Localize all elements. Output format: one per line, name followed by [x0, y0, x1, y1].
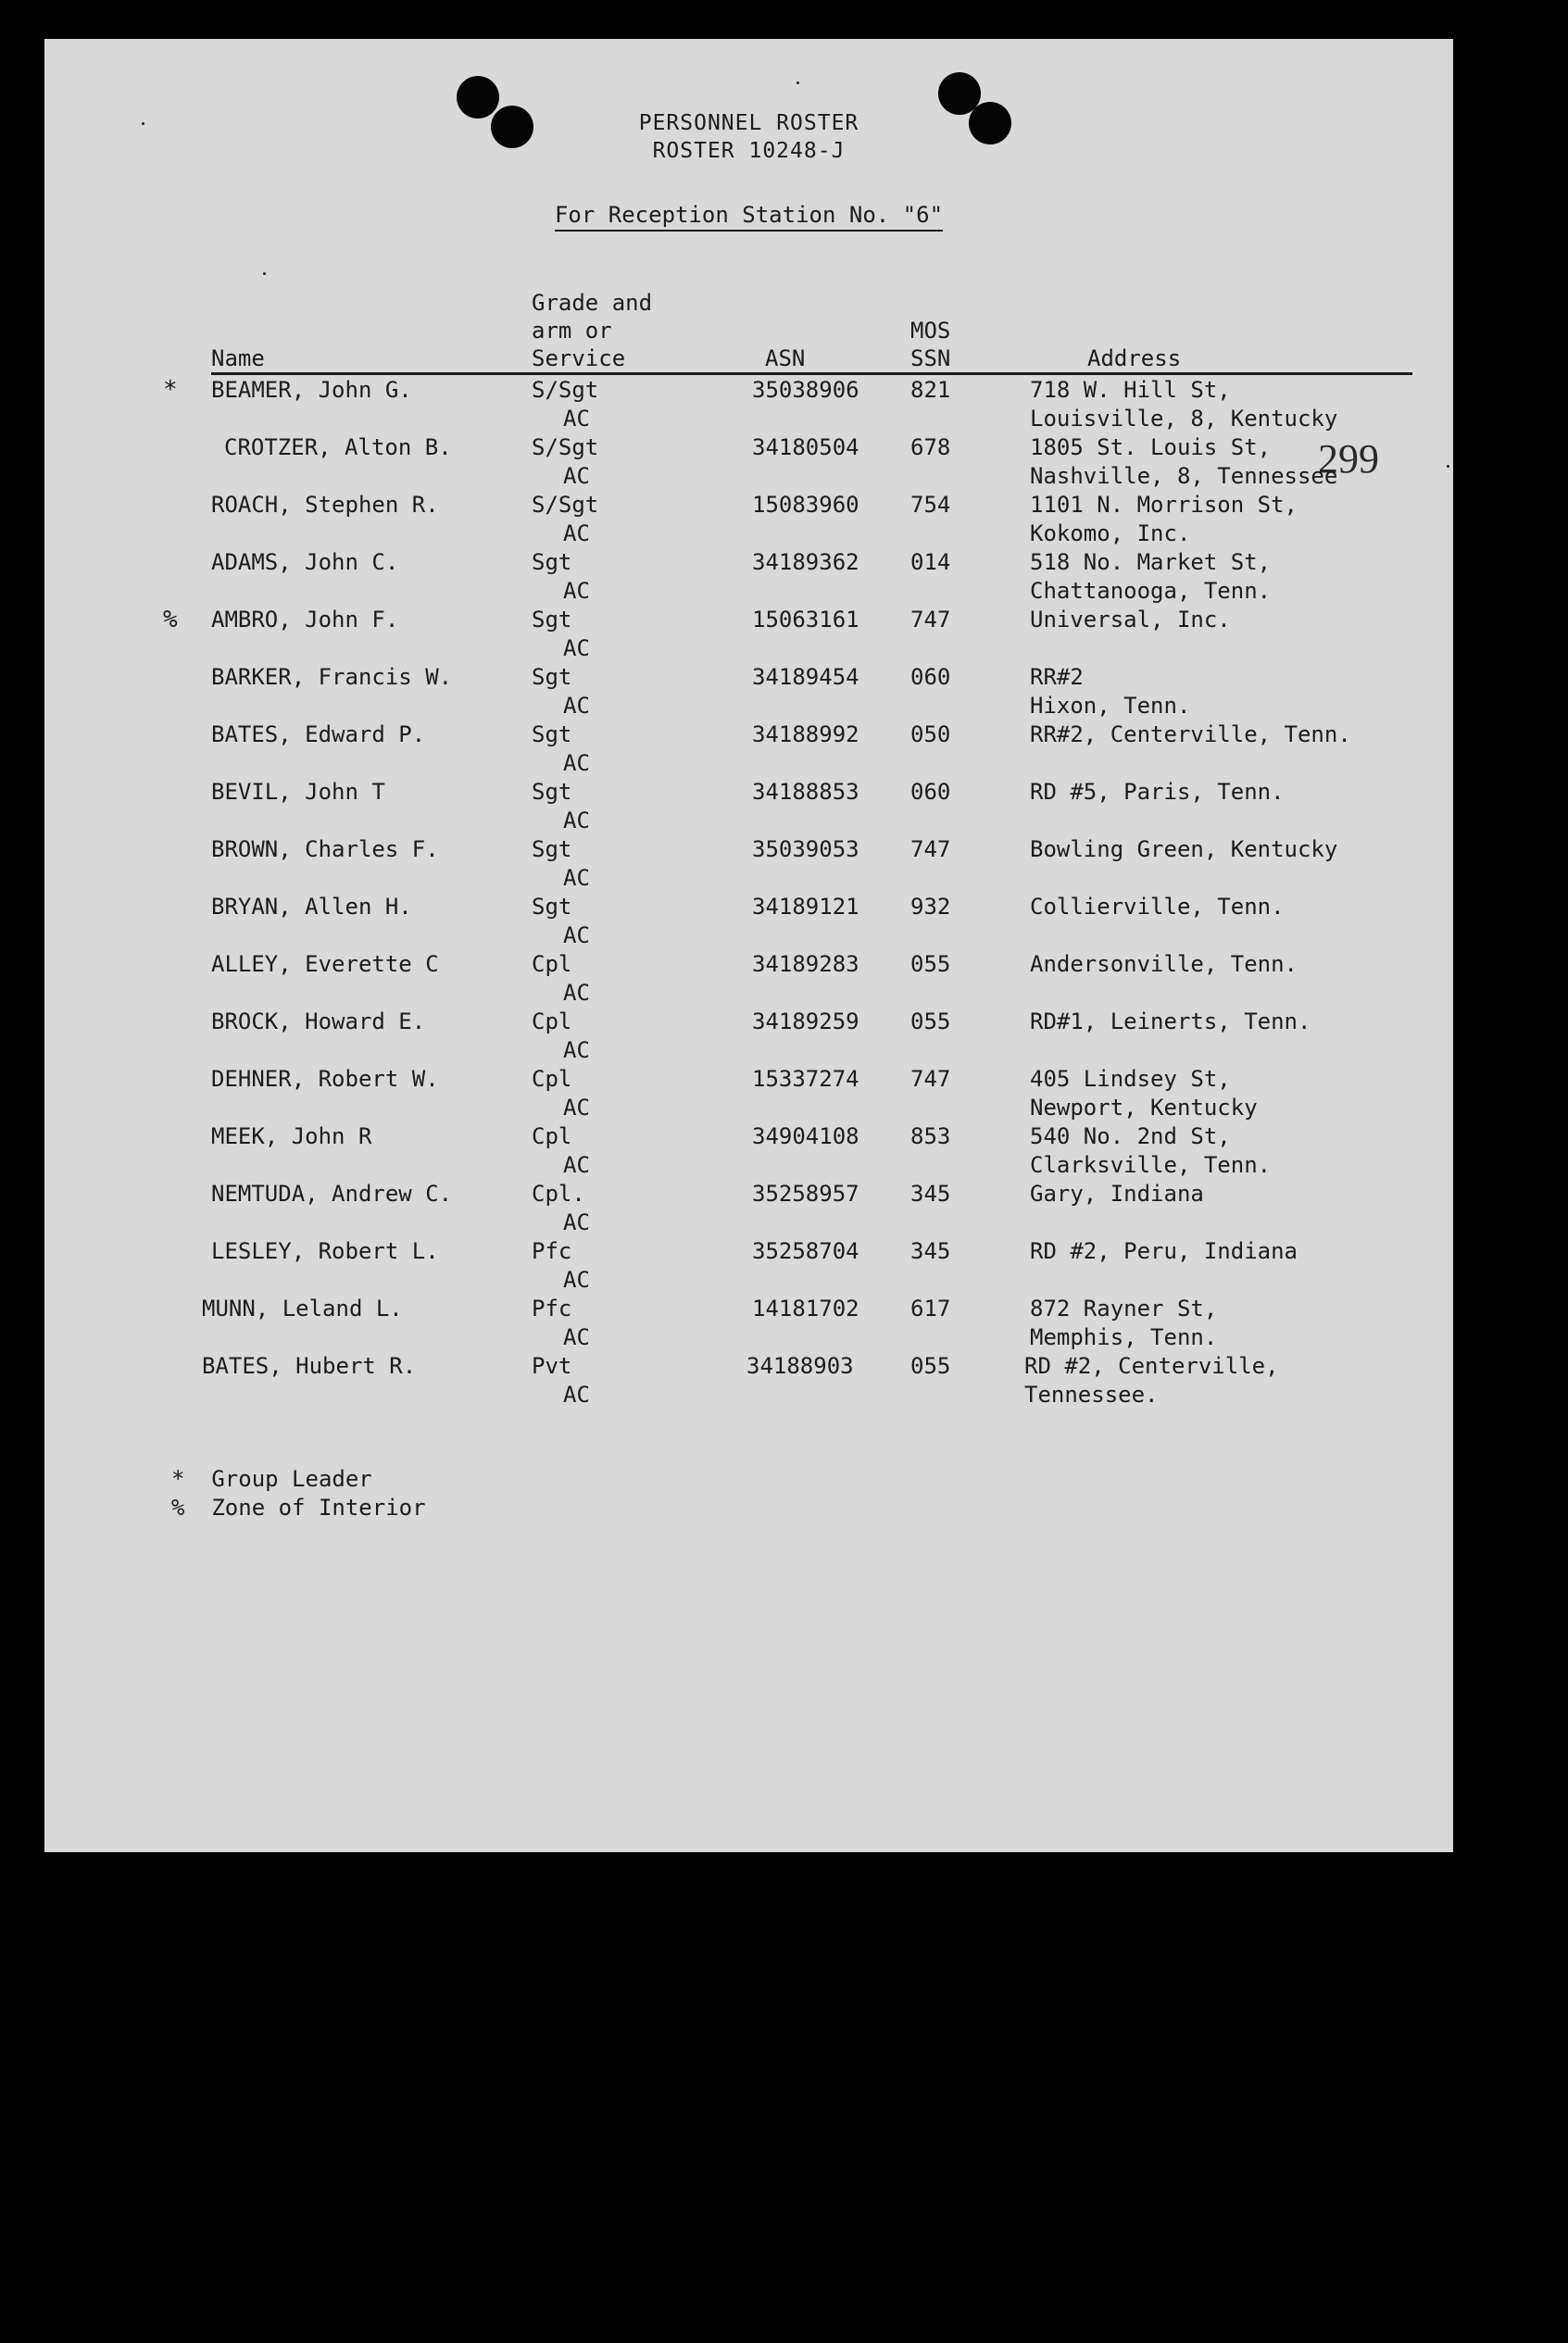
table-row	[44, 1295, 1453, 1352]
cell-arm: AC	[563, 463, 590, 489]
table-row	[44, 778, 1453, 835]
cell-asn: 34189121	[752, 894, 859, 920]
cell-mos: 345	[910, 1181, 951, 1207]
table-row	[44, 1065, 1453, 1122]
table-row	[44, 835, 1453, 893]
cell-name: ADAMS, John C.	[211, 549, 399, 575]
cell-arm: AC	[563, 1382, 590, 1408]
cell-name: LESLEY, Robert L.	[211, 1238, 439, 1264]
cell-address-line1: RR#2, Centerville, Tenn.	[1030, 721, 1351, 747]
col-header-mos-line2: SSN	[910, 345, 951, 371]
cell-mos: 747	[910, 836, 951, 862]
col-header-address: Address	[1087, 345, 1182, 371]
table-row	[44, 663, 1453, 720]
cell-grade: S/Sgt	[532, 377, 599, 403]
cell-grade: Cpl	[532, 1009, 572, 1034]
cell-asn: 34189259	[752, 1009, 859, 1034]
col-header-mos-line1: MOS	[910, 318, 951, 344]
cell-address-line2: Chattanooga, Tenn.	[1030, 578, 1272, 604]
table-row	[44, 720, 1453, 778]
cell-address-line1: RD#1, Leinerts, Tenn.	[1030, 1009, 1311, 1034]
cell-name: NEMTUDA, Andrew C.	[211, 1181, 453, 1207]
cell-name: MEEK, John R	[211, 1123, 372, 1149]
cell-address-line1: RD #5, Paris, Tenn.	[1030, 779, 1285, 805]
cell-name: AMBRO, John F.	[211, 607, 399, 633]
cell-asn: 35038906	[752, 377, 859, 403]
row-marker: %	[163, 606, 178, 633]
cell-grade: Cpl	[532, 1123, 572, 1149]
table-row	[44, 950, 1453, 1008]
cell-mos: 932	[910, 894, 951, 920]
cell-mos: 747	[910, 607, 951, 633]
cell-asn: 34189454	[752, 664, 859, 690]
cell-arm: AC	[563, 750, 590, 776]
cell-address-line1: 405 Lindsey St,	[1030, 1066, 1231, 1092]
cell-arm: AC	[563, 693, 590, 719]
cell-name: BEAMER, John G.	[211, 377, 412, 403]
cell-name: ROACH, Stephen R.	[211, 492, 439, 518]
legend	[171, 1465, 426, 1522]
header-rule	[211, 372, 1412, 375]
legend-text: Zone of Interior	[211, 1495, 426, 1521]
cell-address-line2: Kokomo, Inc.	[1030, 520, 1191, 546]
cell-asn: 14181702	[752, 1296, 859, 1322]
cell-mos: 617	[910, 1296, 951, 1322]
cell-name: BATES, Hubert R.	[202, 1353, 417, 1379]
cell-arm: AC	[563, 520, 590, 546]
cell-asn: 15337274	[752, 1066, 859, 1092]
cell-address-line2: Tennessee.	[1024, 1382, 1159, 1408]
table-row	[44, 1237, 1453, 1295]
cell-name: BROCK, Howard E.	[211, 1009, 426, 1034]
col-header-mos	[910, 317, 950, 372]
cell-address-line2: Newport, Kentucky	[1030, 1095, 1258, 1121]
cell-grade: Sgt	[532, 836, 572, 862]
cell-grade: Sgt	[532, 664, 572, 690]
cell-grade: Sgt	[532, 779, 572, 805]
station-heading	[44, 202, 1453, 228]
cell-mos: 754	[910, 492, 951, 518]
roster-number: ROSTER 10248-J	[652, 139, 846, 163]
cell-grade: S/Sgt	[532, 434, 599, 460]
cell-grade: Sgt	[532, 721, 572, 747]
cell-mos: 055	[910, 951, 951, 977]
row-marker: *	[163, 376, 178, 404]
cell-grade: Sgt	[532, 549, 572, 575]
page-number-stamp: 299	[1318, 436, 1379, 482]
speck-mark	[797, 81, 799, 84]
table-row	[44, 1352, 1453, 1410]
cell-name: BATES, Edward P.	[211, 721, 426, 747]
cell-arm: AC	[563, 1324, 590, 1350]
cell-mos: 747	[910, 1066, 951, 1092]
cell-mos: 055	[910, 1353, 951, 1379]
cell-address-line1: Collierville, Tenn.	[1030, 894, 1285, 920]
document-title: PERSONNEL ROSTER	[638, 111, 859, 135]
cell-asn: 34189362	[752, 549, 859, 575]
cell-mos: 678	[910, 434, 951, 460]
cell-arm: AC	[563, 922, 590, 948]
cell-address-line1: 718 W. Hill St,	[1030, 377, 1231, 403]
cell-mos: 014	[910, 549, 951, 575]
cell-asn: 35039053	[752, 836, 859, 862]
cell-arm: AC	[563, 1152, 590, 1178]
col-header-grade-line3: Service	[532, 345, 626, 371]
cell-grade: Sgt	[532, 607, 572, 633]
cell-grade: S/Sgt	[532, 492, 599, 518]
cell-grade: Pfc	[532, 1238, 572, 1264]
table-row	[44, 606, 1453, 663]
table-row	[44, 1122, 1453, 1180]
cell-name: BROWN, Charles F.	[211, 836, 439, 862]
cell-name: BRYAN, Allen H.	[211, 894, 412, 920]
cell-address-line1: 1805 St. Louis St,	[1030, 434, 1272, 460]
col-header-grade-line1: Grade and	[532, 290, 653, 316]
col-header-grade-line2: arm or	[532, 318, 612, 344]
cell-asn: 34188903	[746, 1353, 854, 1379]
cell-address-line2: Hixon, Tenn.	[1030, 693, 1191, 719]
cell-asn: 34904108	[752, 1123, 859, 1149]
cell-asn: 35258957	[752, 1181, 859, 1207]
cell-address-line1: RD #2, Centerville,	[1024, 1353, 1279, 1379]
cell-mos: 060	[910, 779, 951, 805]
cell-address-line1: 518 No. Market St,	[1030, 549, 1272, 575]
cell-address-line2: Louisville, 8, Kentucky	[1030, 406, 1338, 432]
cell-asn: 35258704	[752, 1238, 859, 1264]
cell-name: BARKER, Francis W.	[211, 664, 453, 690]
cell-grade: Pfc	[532, 1296, 572, 1322]
cell-name: BEVIL, John T	[211, 779, 385, 805]
cell-address-line1: Universal, Inc.	[1030, 607, 1231, 633]
cell-arm: AC	[563, 578, 590, 604]
cell-mos: 055	[910, 1009, 951, 1034]
col-header-grade	[532, 289, 652, 372]
cell-arm: AC	[563, 1095, 590, 1121]
speck-mark	[263, 272, 266, 275]
cell-arm: AC	[563, 635, 590, 661]
table-row	[44, 1008, 1453, 1065]
cell-name: CROTZER, Alton B.	[224, 434, 452, 460]
legend-symbol: *	[171, 1466, 185, 1492]
cell-arm: AC	[563, 1209, 590, 1235]
cell-mos: 345	[910, 1238, 951, 1264]
cell-mos: 060	[910, 664, 951, 690]
cell-address-line1: Andersonville, Tenn.	[1030, 951, 1298, 977]
cell-address-line2: Memphis, Tenn.	[1030, 1324, 1218, 1350]
cell-mos: 853	[910, 1123, 951, 1149]
cell-address-line2: Nashville, 8, Tennessee	[1030, 463, 1338, 489]
cell-mos: 821	[910, 377, 951, 403]
cell-arm: AC	[563, 1267, 590, 1293]
cell-asn: 34188853	[752, 779, 859, 805]
cell-arm: AC	[563, 1037, 590, 1063]
cell-address-line1: Gary, Indiana	[1030, 1181, 1204, 1207]
table-row	[44, 491, 1453, 548]
cell-address-line1: RR#2	[1030, 664, 1084, 690]
cell-grade: Sgt	[532, 894, 572, 920]
cell-name: DEHNER, Robert W.	[211, 1066, 439, 1092]
cell-mos: 050	[910, 721, 951, 747]
cell-arm: AC	[563, 406, 590, 432]
legend-symbol: %	[171, 1495, 185, 1521]
cell-asn: 15083960	[752, 492, 859, 518]
cell-asn: 34180504	[752, 434, 859, 460]
table-row	[44, 376, 1453, 433]
cell-arm: AC	[563, 808, 590, 833]
cell-asn: 34188992	[752, 721, 859, 747]
cell-name: ALLEY, Everette C	[211, 951, 439, 977]
col-header-asn: ASN	[765, 345, 806, 371]
cell-grade: Cpl.	[532, 1181, 585, 1207]
cell-grade: Cpl	[532, 951, 572, 977]
table-row	[44, 1180, 1453, 1237]
table-row	[44, 433, 1453, 491]
cell-address-line1: RD #2, Peru, Indiana	[1030, 1238, 1298, 1264]
cell-address-line2: Clarksville, Tenn.	[1030, 1152, 1272, 1178]
cell-grade: Cpl	[532, 1066, 572, 1092]
cell-grade: Pvt	[532, 1353, 572, 1379]
legend-item	[171, 1494, 426, 1522]
station-heading-text: For Reception Station No. "6"	[555, 202, 943, 232]
legend-text: Group Leader	[211, 1466, 372, 1492]
cell-address-line1: Bowling Green, Kentucky	[1030, 836, 1338, 862]
table-row	[44, 548, 1453, 606]
cell-address-line1: 872 Rayner St,	[1030, 1296, 1218, 1322]
cell-name: MUNN, Leland L.	[202, 1296, 403, 1322]
col-header-name: Name	[211, 345, 265, 371]
legend-item	[171, 1465, 426, 1494]
cell-address-line1: 540 No. 2nd St,	[1030, 1123, 1231, 1149]
cell-arm: AC	[563, 865, 590, 891]
roster-page	[44, 39, 1453, 1852]
cell-arm: AC	[563, 980, 590, 1006]
cell-asn: 15063161	[752, 607, 859, 633]
cell-asn: 34189283	[752, 951, 859, 977]
cell-address-line1: 1101 N. Morrison St,	[1030, 492, 1298, 518]
table-row	[44, 893, 1453, 950]
